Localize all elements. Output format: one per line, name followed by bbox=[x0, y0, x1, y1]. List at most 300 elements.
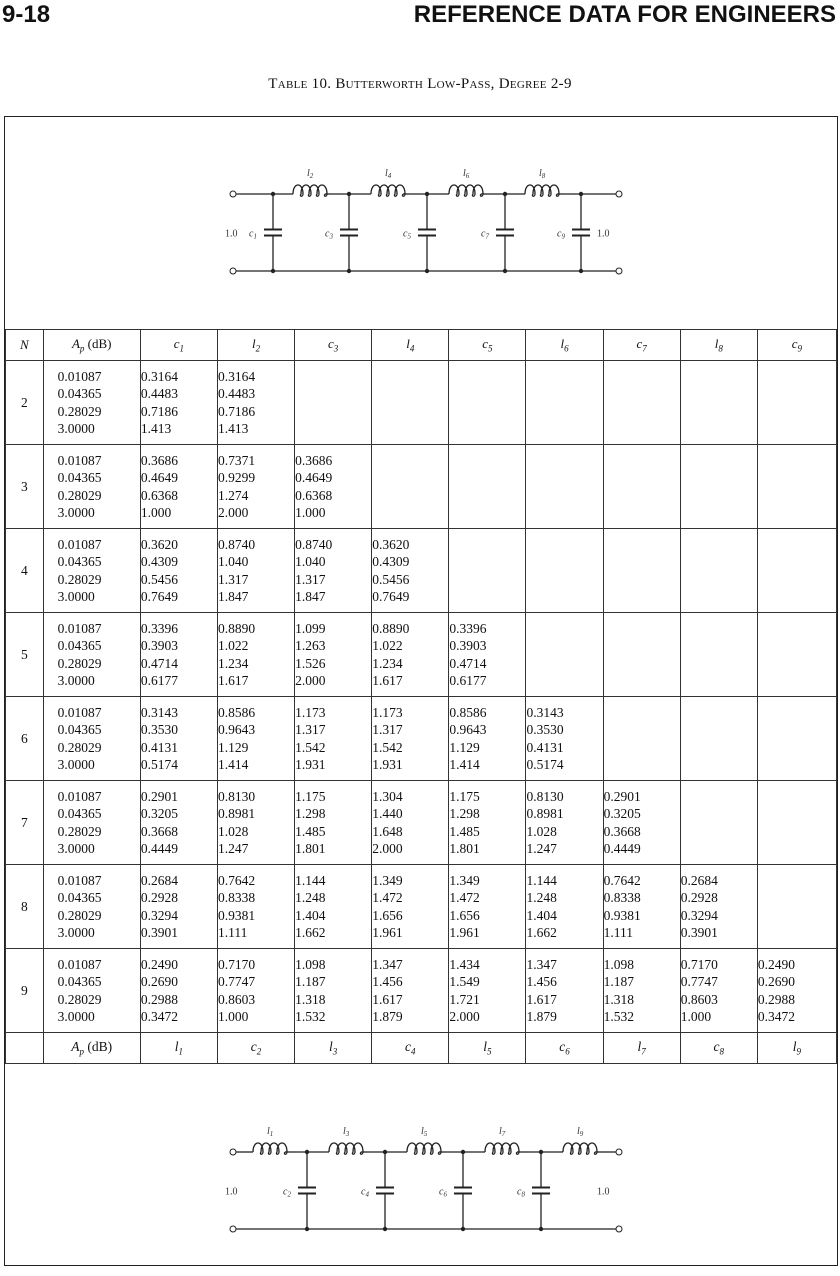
value: 0.3472 bbox=[757, 1009, 795, 1024]
ripple-cell bbox=[43, 445, 140, 529]
value: 1.022 bbox=[217, 638, 249, 653]
element-value-cell bbox=[757, 865, 836, 949]
value: 0.2928 bbox=[140, 890, 178, 905]
value: 1.040 bbox=[217, 554, 249, 569]
value: 1.472 bbox=[449, 890, 480, 905]
element-value-cell bbox=[757, 529, 836, 613]
value: 0.3164 bbox=[140, 368, 178, 384]
value: 0.7170 bbox=[680, 956, 718, 972]
element-value-cell bbox=[217, 781, 294, 865]
footer-cell-c2: $c_2$ bbox=[217, 1033, 294, 1064]
table-row bbox=[6, 865, 837, 949]
degree-cell: 2 bbox=[6, 361, 44, 445]
degree-cell: 7 bbox=[6, 781, 44, 865]
value: 0.01087 bbox=[57, 956, 102, 972]
element-value-cell bbox=[680, 361, 757, 445]
element-value-cell bbox=[603, 613, 680, 697]
element-value-cell bbox=[757, 361, 836, 445]
value: 0.28029 bbox=[57, 403, 102, 419]
value: 0.4309 bbox=[140, 554, 178, 569]
element-value-cell bbox=[217, 697, 294, 781]
terminal bbox=[230, 268, 236, 274]
value: 0.01087 bbox=[57, 872, 102, 888]
element-value-cell bbox=[295, 697, 372, 781]
value: 0.4131 bbox=[526, 739, 564, 755]
value: 1.111 bbox=[603, 925, 633, 940]
value: 0.04365 bbox=[57, 638, 102, 653]
value: 0.9381 bbox=[217, 907, 256, 923]
element-value-cell bbox=[372, 865, 449, 949]
value: 3.0000 bbox=[57, 925, 95, 940]
degree-cell: 3 bbox=[6, 445, 44, 529]
table-frame bbox=[4, 116, 838, 1266]
value: 0.9381 bbox=[603, 907, 641, 923]
value: 1.098 bbox=[603, 956, 634, 972]
element-value-cell bbox=[295, 865, 372, 949]
value: 0.3205 bbox=[140, 806, 178, 821]
ripple-cell bbox=[43, 697, 140, 781]
value: 1.028 bbox=[526, 823, 557, 839]
value: 0.7642 bbox=[603, 872, 641, 888]
ripple-cell bbox=[43, 865, 140, 949]
value: 0.8740 bbox=[217, 536, 256, 552]
element-value-cell bbox=[295, 361, 372, 445]
value: 3.0000 bbox=[57, 673, 95, 688]
element-value-cell bbox=[680, 445, 757, 529]
element-value-cell bbox=[526, 781, 603, 865]
value: 1.414 bbox=[217, 757, 249, 772]
table-caption: Table 10. Butterworth Low-Pass, Degree 2-9 bbox=[268, 76, 572, 92]
value: 0.4714 bbox=[140, 655, 178, 671]
table-row bbox=[6, 529, 837, 613]
inductor-l3 bbox=[329, 1143, 363, 1154]
inductor-l2 bbox=[293, 185, 327, 196]
element-value-cell bbox=[526, 697, 603, 781]
table-footer-row bbox=[6, 1033, 837, 1064]
value: 1.144 bbox=[295, 872, 326, 888]
value: 0.8981 bbox=[217, 806, 256, 821]
header-cell-l6: $l_6$ bbox=[526, 330, 603, 361]
ripple-cell bbox=[43, 529, 140, 613]
value: 0.3903 bbox=[140, 638, 178, 653]
page-number: 9-18 bbox=[2, 1, 51, 28]
value: 1.456 bbox=[526, 974, 557, 989]
value: 0.4449 bbox=[603, 841, 641, 856]
value: 1.532 bbox=[295, 1009, 326, 1024]
header-cell-n: N bbox=[6, 330, 44, 361]
inductor-l7 bbox=[485, 1143, 519, 1154]
element-value-cell bbox=[217, 361, 294, 445]
element-value-cell bbox=[372, 781, 449, 865]
value: 1.234 bbox=[217, 655, 249, 671]
element-value-cell bbox=[603, 697, 680, 781]
value: 0.3530 bbox=[140, 722, 178, 737]
table-row bbox=[6, 361, 837, 445]
element-value-cell bbox=[372, 613, 449, 697]
capacitor-label: $c_7$ bbox=[481, 228, 489, 241]
value: 0.04365 bbox=[57, 722, 102, 737]
value: 0.04365 bbox=[57, 470, 102, 485]
value: 0.28029 bbox=[57, 571, 102, 587]
value: 1.028 bbox=[217, 823, 249, 839]
value: 1.000 bbox=[295, 505, 326, 520]
footer-cell-l9: $l_9$ bbox=[757, 1033, 836, 1064]
value: 0.8981 bbox=[526, 806, 564, 821]
element-value-cell bbox=[295, 613, 372, 697]
value: 1.879 bbox=[526, 1009, 557, 1024]
value: 0.3294 bbox=[680, 907, 718, 923]
table-row bbox=[6, 445, 837, 529]
terminal bbox=[230, 1149, 236, 1155]
element-value-cell bbox=[449, 613, 526, 697]
value: 1.721 bbox=[449, 991, 480, 1007]
value: 1.144 bbox=[526, 872, 557, 888]
value: 0.3205 bbox=[603, 806, 641, 821]
element-value-cell bbox=[526, 613, 603, 697]
element-value-cell bbox=[757, 781, 836, 865]
value: 2.000 bbox=[295, 673, 326, 688]
value: 1.542 bbox=[295, 739, 326, 755]
value: 0.5456 bbox=[372, 571, 410, 587]
value: 0.7371 bbox=[217, 452, 256, 468]
value: 0.8338 bbox=[217, 890, 256, 905]
value: 0.9643 bbox=[449, 722, 487, 737]
value: 0.3530 bbox=[526, 722, 564, 737]
header-cell-ap-db: $A_p$ (dB) bbox=[43, 330, 140, 361]
element-value-cell bbox=[526, 949, 603, 1033]
value: 0.28029 bbox=[57, 991, 102, 1007]
value: 1.847 bbox=[217, 589, 249, 604]
table-row bbox=[6, 949, 837, 1033]
element-value-cell bbox=[526, 361, 603, 445]
inductor-label: $l_7$ bbox=[499, 1126, 506, 1138]
value: 0.8890 bbox=[372, 620, 410, 636]
value: 1.434 bbox=[449, 956, 480, 972]
value: 1.000 bbox=[680, 1009, 712, 1024]
value: 0.01087 bbox=[57, 452, 102, 468]
capacitor-label: $c_5$ bbox=[403, 228, 411, 241]
value: 0.28029 bbox=[57, 823, 102, 839]
inductor-l6 bbox=[449, 185, 483, 196]
value: 1.173 bbox=[295, 704, 326, 720]
value: 1.931 bbox=[372, 757, 403, 772]
value: 1.173 bbox=[372, 704, 403, 720]
value: 0.04365 bbox=[57, 806, 102, 821]
value: 0.4131 bbox=[140, 739, 178, 755]
termination-left-label: 1.0 bbox=[225, 228, 238, 240]
element-value-cell bbox=[372, 949, 449, 1033]
value: 1.485 bbox=[295, 823, 326, 839]
value: 0.01087 bbox=[57, 788, 102, 804]
value: 1.317 bbox=[217, 571, 249, 587]
value: 0.3294 bbox=[140, 907, 178, 923]
element-value-cell bbox=[526, 529, 603, 613]
ripple-cell bbox=[43, 361, 140, 445]
element-value-cell bbox=[680, 613, 757, 697]
element-value-cell bbox=[449, 697, 526, 781]
value: 0.4483 bbox=[140, 386, 178, 401]
capacitor-label: $c_3$ bbox=[325, 228, 333, 241]
degree-cell: 6 bbox=[6, 697, 44, 781]
value: 1.175 bbox=[295, 788, 326, 804]
value: 1.549 bbox=[449, 974, 480, 989]
element-value-cell bbox=[680, 781, 757, 865]
value: 0.01087 bbox=[57, 704, 102, 720]
terminal bbox=[230, 191, 236, 197]
value: 1.485 bbox=[449, 823, 480, 839]
value: 0.3620 bbox=[140, 536, 178, 552]
element-value-cell bbox=[449, 445, 526, 529]
inductor-l1 bbox=[253, 1143, 287, 1154]
element-value-cell bbox=[372, 697, 449, 781]
degree-cell: 4 bbox=[6, 529, 44, 613]
value: 3.0000 bbox=[57, 841, 95, 856]
value: 1.099 bbox=[295, 620, 326, 636]
value: 0.8130 bbox=[217, 788, 256, 804]
value: 1.098 bbox=[295, 956, 326, 972]
ripple-cell bbox=[43, 781, 140, 865]
value: 1.111 bbox=[217, 925, 248, 940]
terminal bbox=[616, 191, 622, 197]
value: 0.7649 bbox=[372, 589, 410, 604]
value: 0.2690 bbox=[757, 974, 795, 989]
ripple-cell bbox=[43, 613, 140, 697]
value: 1.248 bbox=[295, 890, 326, 905]
element-value-cell bbox=[680, 949, 757, 1033]
capacitor-label: $c_9$ bbox=[557, 228, 565, 241]
value: 0.01087 bbox=[57, 368, 102, 384]
inductor-label: $l_6$ bbox=[463, 168, 470, 180]
footer-cell-c4: $c_4$ bbox=[372, 1033, 449, 1064]
element-value-cell bbox=[603, 865, 680, 949]
element-value-cell bbox=[680, 865, 757, 949]
value: 3.0000 bbox=[57, 757, 95, 772]
value: 1.129 bbox=[449, 739, 480, 755]
element-value-cell bbox=[140, 529, 217, 613]
termination-left-label: 1.0 bbox=[225, 1186, 238, 1198]
value: 0.7186 bbox=[140, 403, 178, 419]
value: 0.04365 bbox=[57, 890, 102, 905]
value: 0.8603 bbox=[680, 991, 718, 1007]
element-value-cell bbox=[603, 445, 680, 529]
value: 0.8586 bbox=[217, 704, 256, 720]
value: 0.5174 bbox=[526, 757, 564, 772]
value: 1.413 bbox=[140, 421, 172, 436]
value: 0.8603 bbox=[217, 991, 256, 1007]
value: 0.3668 bbox=[603, 823, 641, 839]
value: 2.000 bbox=[372, 841, 403, 856]
value: 1.318 bbox=[603, 991, 634, 1007]
capacitor-label: $c_2$ bbox=[283, 1186, 291, 1199]
inductor-label: $l_9$ bbox=[577, 1126, 584, 1138]
value: 3.0000 bbox=[57, 1009, 95, 1024]
element-value-cell bbox=[295, 949, 372, 1033]
element-value-cell bbox=[217, 529, 294, 613]
element-value-cell bbox=[217, 613, 294, 697]
inductor-label: $l_5$ bbox=[421, 1126, 428, 1138]
inductor-label: $l_3$ bbox=[343, 1126, 350, 1138]
value: 1.187 bbox=[603, 974, 634, 989]
value: 1.801 bbox=[449, 841, 480, 856]
header-cell-l2: $l_2$ bbox=[217, 330, 294, 361]
value: 1.879 bbox=[372, 1009, 403, 1024]
value: 0.3396 bbox=[449, 620, 487, 636]
value: 1.526 bbox=[295, 655, 326, 671]
element-value-cell bbox=[757, 949, 836, 1033]
element-value-cell bbox=[372, 529, 449, 613]
degree-cell: 5 bbox=[6, 613, 44, 697]
inductor-label: $l_8$ bbox=[539, 168, 546, 180]
value: 1.617 bbox=[372, 991, 403, 1007]
value: 0.7649 bbox=[140, 589, 178, 604]
degree-cell: 8 bbox=[6, 865, 44, 949]
value: 1.349 bbox=[372, 872, 403, 888]
value: 1.542 bbox=[372, 739, 403, 755]
value: 0.3901 bbox=[140, 925, 178, 940]
element-value-cell bbox=[140, 865, 217, 949]
value: 0.4449 bbox=[140, 841, 178, 856]
value: 1.317 bbox=[372, 722, 403, 737]
element-value-cell bbox=[217, 445, 294, 529]
termination-right-label: 1.0 bbox=[597, 1186, 610, 1198]
degree-cell: 9 bbox=[6, 949, 44, 1033]
header-cell-l8: $l_8$ bbox=[680, 330, 757, 361]
value: 0.2901 bbox=[603, 788, 641, 804]
inductor-l5 bbox=[407, 1143, 441, 1154]
value: 0.3143 bbox=[140, 704, 178, 720]
value: 0.5456 bbox=[140, 571, 178, 587]
value: 1.347 bbox=[526, 956, 557, 972]
element-value-cell bbox=[449, 781, 526, 865]
value: 1.347 bbox=[372, 956, 403, 972]
value: 1.662 bbox=[526, 925, 557, 940]
footer-cell-ap-db: $A_p$ (dB) bbox=[43, 1033, 140, 1064]
value: 0.3686 bbox=[140, 452, 178, 468]
capacitor-label: $c_1$ bbox=[249, 228, 257, 241]
value: 0.8130 bbox=[526, 788, 564, 804]
value: 0.5174 bbox=[140, 757, 178, 772]
footer-cell-c8: $c_8$ bbox=[680, 1033, 757, 1064]
value: 0.8890 bbox=[217, 620, 256, 636]
value: 1.274 bbox=[217, 487, 249, 503]
value: 0.2988 bbox=[140, 991, 178, 1007]
terminal bbox=[616, 1226, 622, 1232]
value: 0.28029 bbox=[57, 655, 102, 671]
value: 1.413 bbox=[217, 421, 249, 436]
value: 0.7186 bbox=[217, 403, 256, 419]
element-value-cell bbox=[757, 613, 836, 697]
value: 1.662 bbox=[295, 925, 326, 940]
value: 0.6368 bbox=[295, 487, 333, 503]
value: 0.28029 bbox=[57, 739, 102, 755]
butterworth-table bbox=[5, 329, 837, 1064]
element-value-cell bbox=[526, 445, 603, 529]
header-cell-c3: $c_3$ bbox=[295, 330, 372, 361]
value: 0.2490 bbox=[140, 956, 178, 972]
inductor-l8 bbox=[525, 185, 559, 196]
value: 1.263 bbox=[295, 638, 326, 653]
capacitor-label: $c_8$ bbox=[517, 1186, 525, 1199]
terminal bbox=[616, 1149, 622, 1155]
value: 0.2690 bbox=[140, 974, 178, 989]
value: 3.0000 bbox=[57, 421, 95, 436]
element-value-cell bbox=[372, 361, 449, 445]
element-value-cell bbox=[140, 949, 217, 1033]
header-cell-c5: $c_5$ bbox=[449, 330, 526, 361]
value: 1.248 bbox=[526, 890, 557, 905]
table-row bbox=[6, 613, 837, 697]
element-value-cell bbox=[680, 697, 757, 781]
header-cell-l4: $l_4$ bbox=[372, 330, 449, 361]
value: 0.4649 bbox=[140, 470, 178, 485]
footer-cell-c6: $c_6$ bbox=[526, 1033, 603, 1064]
value: 0.01087 bbox=[57, 536, 102, 552]
value: 1.175 bbox=[449, 788, 480, 804]
value: 0.04365 bbox=[57, 974, 102, 989]
value: 0.4649 bbox=[295, 470, 333, 485]
value: 1.414 bbox=[449, 757, 480, 772]
header-cell-c1: $c_1$ bbox=[140, 330, 217, 361]
capacitor-label: $c_4$ bbox=[361, 1186, 369, 1199]
element-value-cell bbox=[140, 445, 217, 529]
value: 1.234 bbox=[372, 655, 403, 671]
element-value-cell bbox=[140, 697, 217, 781]
termination-right-label: 1.0 bbox=[597, 228, 610, 240]
value: 0.6177 bbox=[449, 673, 487, 688]
element-value-cell bbox=[140, 781, 217, 865]
value: 0.3668 bbox=[140, 823, 178, 839]
value: 0.2901 bbox=[140, 788, 178, 804]
footer-cell-l3: $l_3$ bbox=[295, 1033, 372, 1064]
value: 2.000 bbox=[217, 505, 249, 520]
value: 1.304 bbox=[372, 788, 403, 804]
value: 0.8586 bbox=[449, 704, 487, 720]
value: 0.7642 bbox=[217, 872, 256, 888]
value: 1.404 bbox=[295, 907, 326, 923]
value: 3.0000 bbox=[57, 505, 95, 520]
value: 1.961 bbox=[372, 925, 403, 940]
value: 1.247 bbox=[217, 841, 249, 856]
value: 0.4483 bbox=[217, 386, 256, 401]
value: 0.7747 bbox=[217, 974, 256, 989]
value: 1.187 bbox=[295, 974, 326, 989]
capacitor-label: $c_6$ bbox=[439, 1186, 447, 1199]
inductor-l9 bbox=[563, 1143, 597, 1154]
element-value-cell bbox=[217, 949, 294, 1033]
value: 1.129 bbox=[217, 739, 249, 755]
inductor-label: $l_2$ bbox=[307, 168, 314, 180]
value: 0.3472 bbox=[140, 1009, 178, 1024]
table-header-row bbox=[6, 330, 837, 361]
value: 1.040 bbox=[295, 554, 326, 569]
header-cell-c7: $c_7$ bbox=[603, 330, 680, 361]
value: 0.3164 bbox=[217, 368, 256, 384]
value: 1.440 bbox=[372, 806, 403, 821]
value: 0.9299 bbox=[217, 470, 256, 485]
bottom-ladder-circuit-diagram bbox=[5, 1079, 837, 1265]
element-value-cell bbox=[603, 949, 680, 1033]
value: 1.247 bbox=[526, 841, 557, 856]
value: 2.000 bbox=[449, 1009, 480, 1024]
value: 0.04365 bbox=[57, 386, 102, 401]
value: 0.3396 bbox=[140, 620, 178, 636]
inductor-label: $l_1$ bbox=[267, 1126, 274, 1138]
value: 1.472 bbox=[372, 890, 403, 905]
value: 0.3901 bbox=[680, 925, 718, 940]
value: 1.317 bbox=[295, 722, 326, 737]
element-value-cell bbox=[372, 445, 449, 529]
value: 0.9643 bbox=[217, 722, 256, 737]
